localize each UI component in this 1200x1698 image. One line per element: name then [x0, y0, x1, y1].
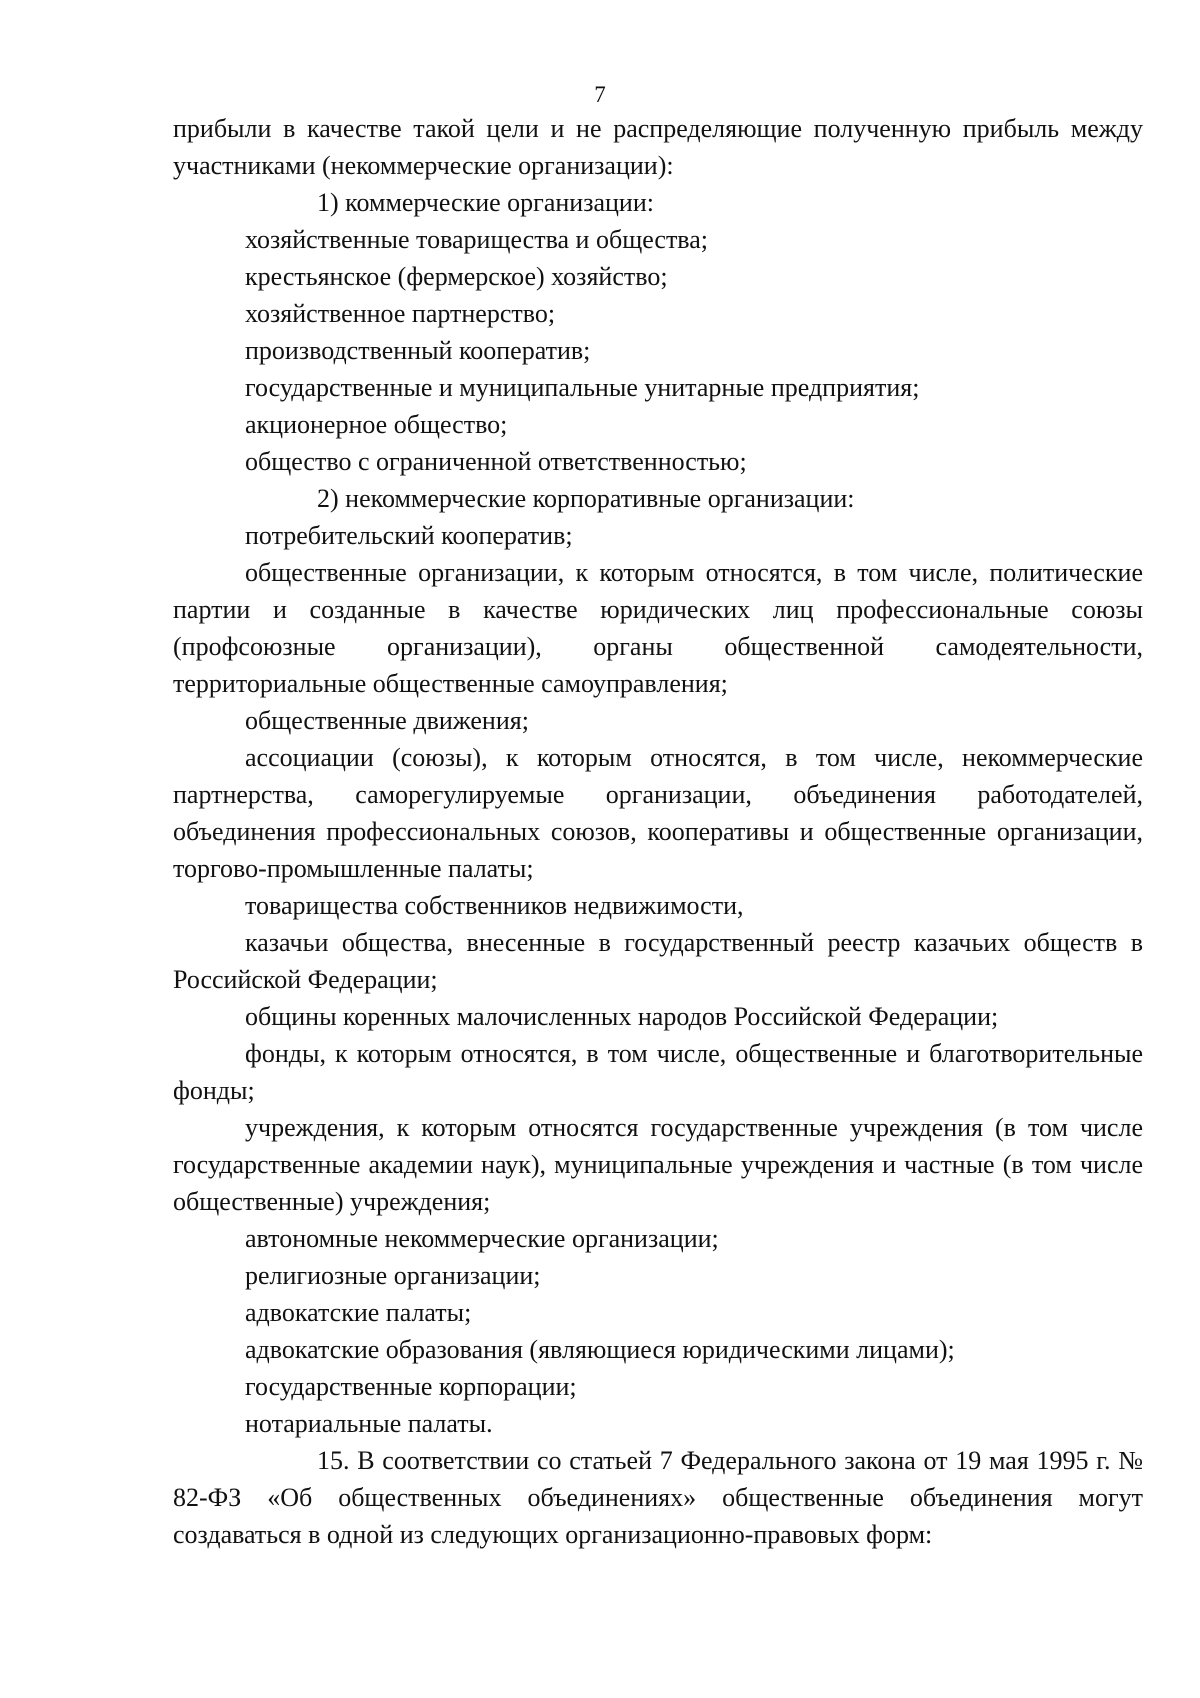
commercial-entry: производственный кооператив;: [245, 336, 591, 365]
noncommercial-entry: учреждения, к которым относятся государственные учреждения (в том числе государственные академии наук), муниципальные учреждения и частные (в том числе общественные) учреждения;: [173, 1113, 1143, 1216]
commercial-entry: государственные и муниципальные унитарные предприятия;: [245, 373, 920, 402]
noncommercial-entry: нотариальные палаты.: [245, 1409, 493, 1438]
noncommercial-entry: общественные движения;: [245, 706, 529, 735]
noncommercial-entry: государственные корпорации;: [245, 1372, 577, 1401]
noncommercial-entry: адвокатские образования (являющиеся юридическими лицами);: [245, 1335, 955, 1364]
page-number: 7: [594, 82, 606, 107]
list-item-1: [173, 184, 1143, 221]
intro-paragraph: прибыли в качестве такой цели и не распределяющие полученную прибыль между участниками (некоммерческие организации):: [173, 114, 1143, 180]
noncommercial-entry: товарищества собственников недвижимости,: [245, 891, 744, 920]
commercial-entry: общество с ограниченной ответственностью;: [245, 447, 747, 476]
noncommercial-entry: адвокатские палаты;: [245, 1298, 472, 1327]
list-item-label: коммерческие организации:: [345, 188, 654, 217]
commercial-entry: акционерное общество;: [245, 410, 508, 439]
noncommercial-entry: религиозные организации;: [245, 1261, 541, 1290]
list-item-label: некоммерческие корпоративные организации:: [345, 484, 855, 513]
list-number: 1): [317, 188, 339, 217]
commercial-entry: крестьянское (фермерское) хозяйство;: [245, 262, 668, 291]
noncommercial-entry: ассоциации (союзы), к которым относятся, в том числе, некоммерческие партнерства, саморегулируемые организации, объединения работодателей, объединения профессиональных союзов, кооперативы и общественные организации, торгово-промышленные палаты;: [173, 743, 1143, 883]
noncommercial-entry: фонды, к которым относятся, в том числе, общественные и благотворительные фонды;: [173, 1039, 1143, 1105]
section-15-text: В соответствии со статьей 7 Федерального закона от 19 мая 1995 г. № 82-ФЗ «Об общественных объединениях» общественные объединения могут создаваться в одной из следующих организационно-правовых форм:: [173, 1446, 1144, 1549]
section-15-paragraph: [173, 1442, 1143, 1553]
noncommercial-entry: автономные некоммерческие организации;: [245, 1224, 719, 1253]
document-body: [173, 110, 1143, 1553]
noncommercial-entry: общественные организации, к которым относятся, в том числе, политические партии и созданные в качестве юридических лиц профессиональные союзы (профсоюзные организации), органы общественной самодеятельности, территориальные общественные самоуправления;: [173, 558, 1143, 698]
commercial-entry: хозяйственные товарищества и общества;: [245, 225, 708, 254]
section-number: 15.: [317, 1446, 350, 1475]
noncommercial-entry: общины коренных малочисленных народов Российской Федерации;: [245, 1002, 999, 1031]
list-number: 2): [317, 484, 339, 513]
noncommercial-entry: казачьи общества, внесенные в государственный реестр казачьих обществ в Российской Федерации;: [173, 928, 1143, 994]
list-item-2: [173, 480, 1143, 517]
noncommercial-entry: потребительский кооператив;: [245, 521, 573, 550]
commercial-entry: хозяйственное партнерство;: [245, 299, 556, 328]
